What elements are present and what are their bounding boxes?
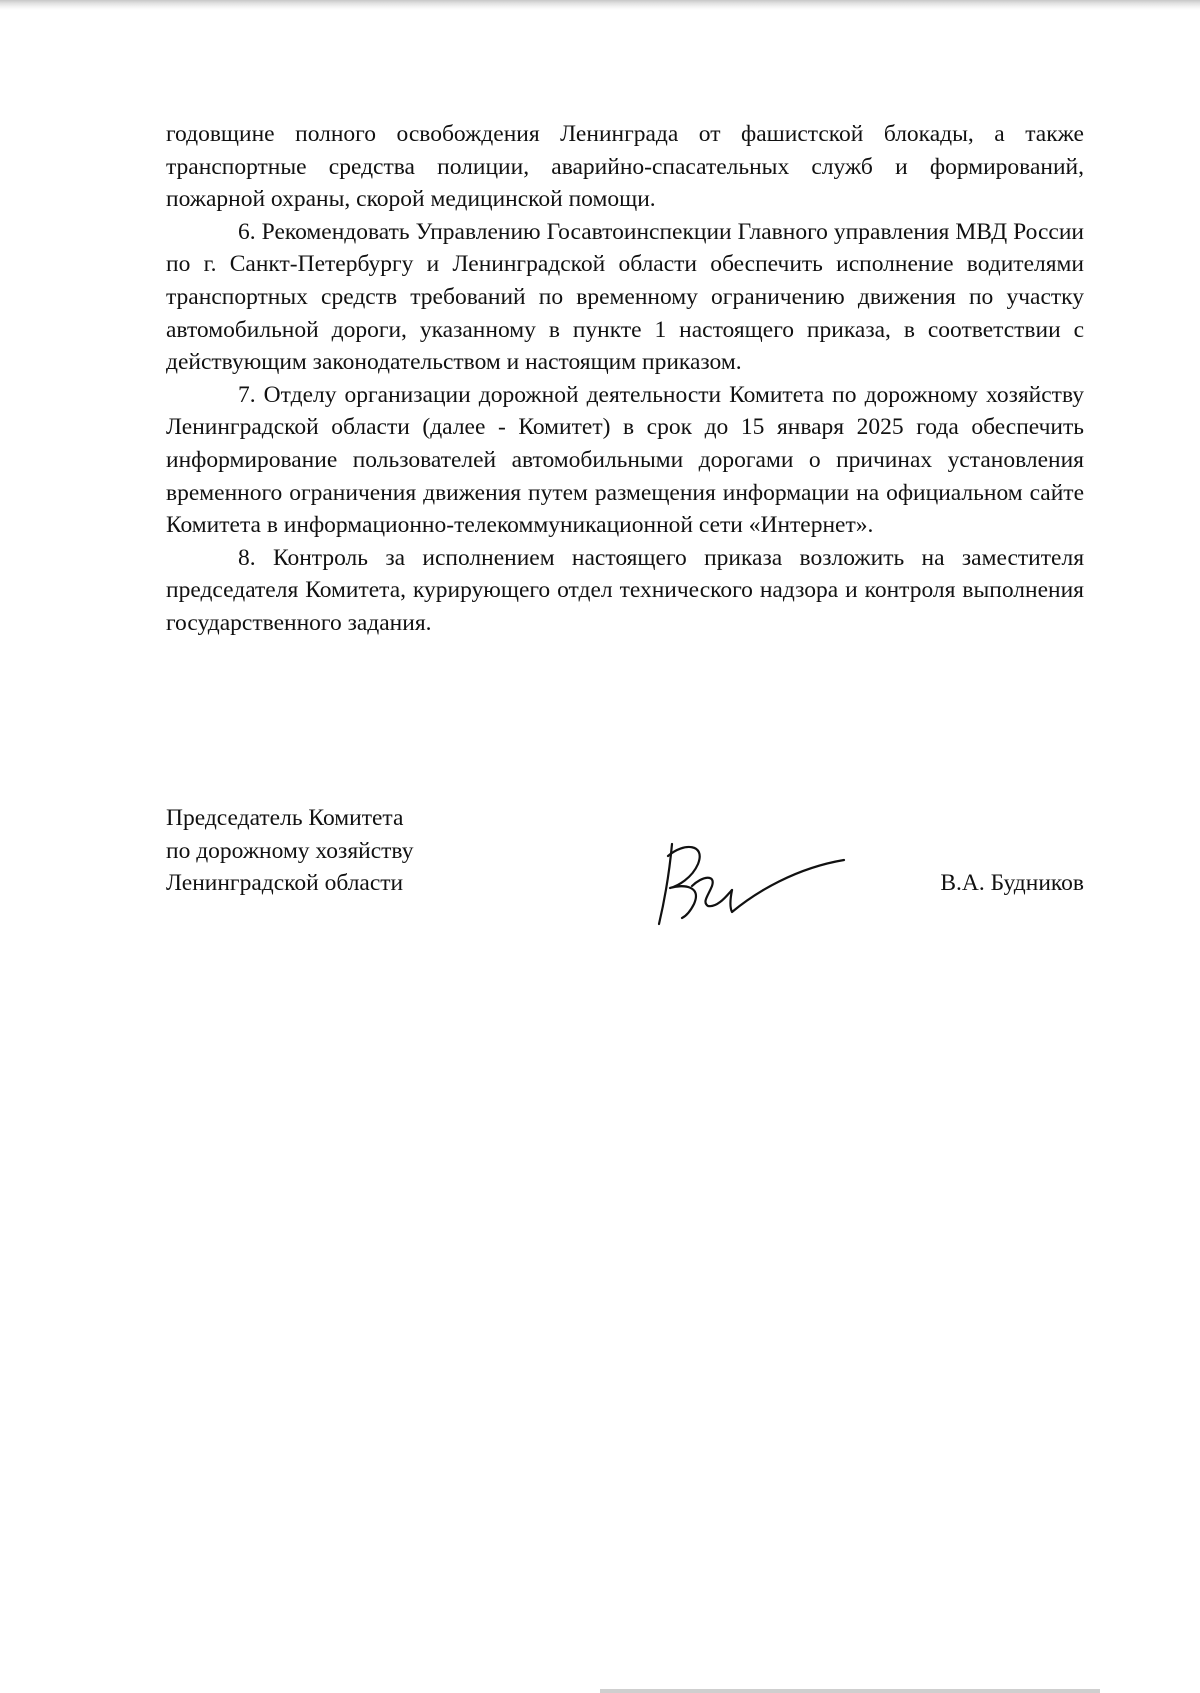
paragraph-continuation: годовщине полного освобождения Ленинграда от фашистской блокады, а также транспортные средства полиции, аварийно-спасательных служб и формирований, пожарной охраны, скорой медицинской помощи. bbox=[166, 121, 1084, 213]
paragraph-item-6: 6. Рекомендовать Управлению Госавтоинспекции Главного управления МВД России по г. Санкт-Петербургу и Ленинградской области обеспечить исполнение водителями транспортных средств требований по временному ограничению движения по участку автомобильной дороги, указанному в пункте 1 настоящего приказа, в соответствии с действующим законодательством и настоящим приказом. bbox=[166, 218, 1084, 376]
scan-edge-bottom bbox=[600, 1689, 1100, 1693]
signer-title-line-3: Ленинградской области bbox=[166, 870, 404, 897]
signer-name: В.А. Будников bbox=[940, 870, 1084, 896]
signature-block bbox=[166, 802, 1084, 922]
signer-title-line-1: Председатель Комитета bbox=[166, 805, 404, 831]
paragraph-item-8: 8. Контроль за исполнением настоящего приказа возложить на заместителя председателя Комитета, курирующего отдел технического надзора и контроля выполнения государственного задания. bbox=[166, 544, 1084, 636]
scan-edge-top bbox=[0, 0, 1200, 10]
signer-title-line-2: по дорожному хозяйству bbox=[166, 837, 414, 864]
signer-title bbox=[166, 802, 526, 900]
handwritten-signature-icon bbox=[646, 836, 846, 926]
paragraph-item-7: 7. Отделу организации дорожной деятельности Комитета по дорожному хозяйству Ленинградской области (далее - Комитет) в срок до 15 января 2025 года обеспечить информирование пользователей автомобильными дорогами о причинах установления временного ограничения движения путем размещения информации на официальном сайте Комитета в информационно-телекоммуникационной сети «Интернет». bbox=[166, 381, 1084, 539]
document-body bbox=[166, 118, 1084, 640]
